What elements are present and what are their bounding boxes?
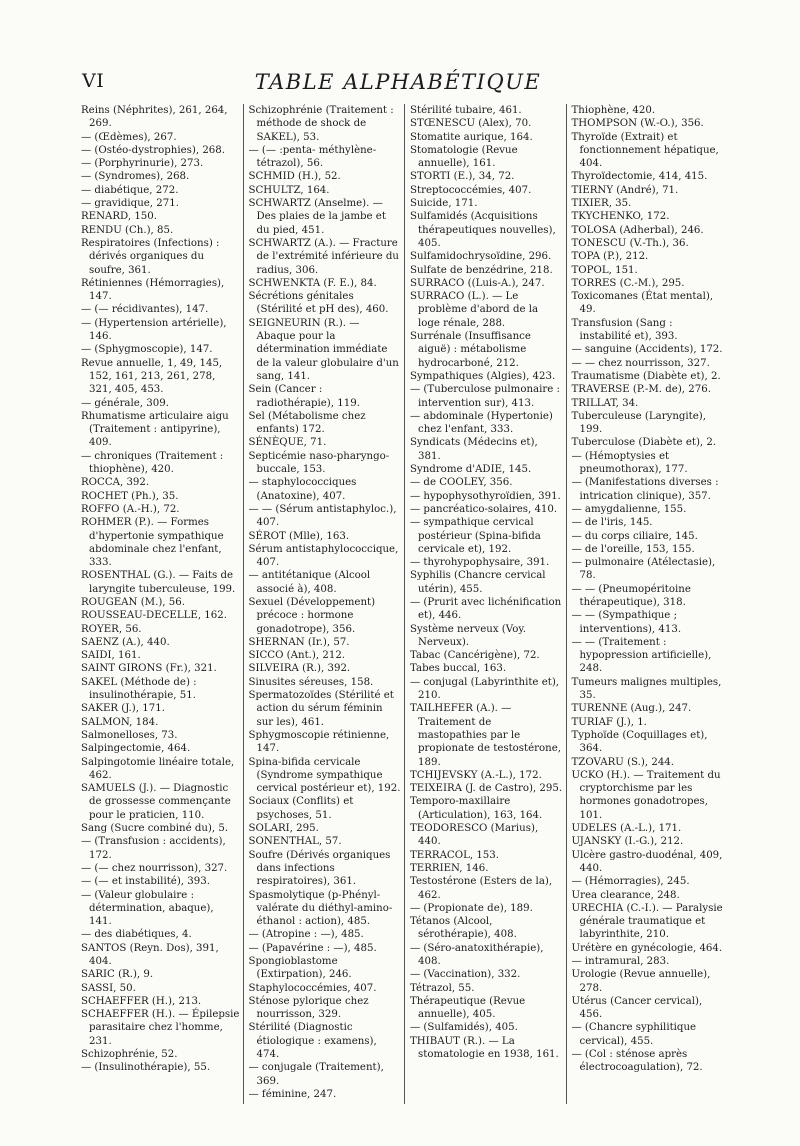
index-entry: Thyroïdectomie, 414, 415.	[571, 171, 708, 183]
index-entry: — (Prurit avec lichénification et), 446.	[410, 596, 562, 622]
index-entry: — (Atropine : —), 485.	[248, 929, 364, 941]
index-entry: Schizophrénie (Traitement : méthode de shock de SAKEL), 53.	[248, 105, 394, 143]
index-entry: Sténose pylorique chez nourrisson, 329.	[248, 995, 369, 1021]
index-entry: — (Œdèmes), 267.	[81, 131, 177, 143]
index-entry: Tuberculose (Diabète et), 2.	[571, 437, 717, 449]
index-entry: TRAVERSE (P.-M. de), 276.	[571, 384, 711, 396]
index-entry: Stérilité tubaire, 461.	[410, 105, 522, 116]
index-entry: TCHIJEVSKY (A.-L.), 172.	[410, 769, 542, 781]
index-entry: — de l'iris, 145.	[571, 517, 653, 529]
index-entry: THIBAUT (R.). — La stomatologie en 1938, 161.	[410, 1035, 559, 1061]
index-entry: TOLOSA (Adherbal), 246.	[571, 224, 704, 236]
index-entry: — pulmonaire (Atélectasie), 78.	[571, 557, 716, 582]
index-entry: TEIXEIRA (J. de Castro), 295.	[410, 783, 563, 795]
index-entry: ROHMER (P.). — Formes d'hypertonie sympathique abdominale chez l'enfant, 333.	[81, 517, 224, 569]
index-entry: — (Papavérine : —), 485.	[248, 942, 377, 954]
index-entry: — — (Sympathique ; interventions), 413.	[571, 610, 682, 635]
index-entry: SCHAEFFER (H.). — Épilepsie parasitaire chez l'homme, 231.	[81, 1009, 240, 1047]
index-column-2	[243, 104, 405, 1104]
index-entry: — sympathique cervical postérieur (Spina-bifida cervicale et), 192.	[410, 517, 541, 555]
index-entry: URECHIA (C.-I.). — Paralysie générale traumatique et labyrinthite, 210.	[571, 902, 723, 941]
index-entry: SCHAEFFER (H.), 213.	[81, 995, 202, 1007]
index-column-1	[81, 104, 243, 1104]
index-entry: Tétanos (Alcool, sérothérapie), 408.	[410, 916, 517, 941]
index-entry: — (— et instabilité), 393.	[81, 876, 210, 888]
index-entry: — (— récidivantes), 147.	[81, 304, 209, 316]
index-entry: Spasmolytique (p-Phényl-valérate du diéthyl-amino-éthanol : action), 485.	[248, 889, 393, 928]
index-columns	[81, 104, 727, 1104]
index-entry: SÉROT (Mlle), 163.	[248, 530, 350, 542]
index-entry: — (Séro-anatoxithérapie), 408.	[410, 942, 544, 967]
index-entry: Urea clearance, 248.	[571, 889, 680, 901]
index-entry: SONENTHAL, 57.	[248, 836, 342, 848]
index-entry: RENARD, 150.	[81, 211, 158, 223]
index-entry: SCHWARTZ (Anselme). — Des plaies de la jambe et du pied, 451.	[248, 198, 386, 236]
index-entry: — chroniques (Traitement : thiophène), 420.	[81, 450, 224, 476]
index-entry: Rétiniennes (Hémorragies), 147.	[81, 277, 225, 303]
index-entry: — (Hypertension artérielle), 146.	[81, 317, 227, 343]
index-entry: UCKO (H.). — Traitement du cryptorchisme par les hormones gonadotropes, 101.	[571, 769, 721, 821]
index-entry: Tumeurs malignes multiples, 35.	[571, 676, 722, 702]
index-entry: THOMPSON (W.-O.), 356.	[571, 118, 704, 130]
index-entry: Système nerveux (Voy. Nerveux).	[410, 623, 526, 648]
index-entry: ROSENTHAL (G.). — Faits de laryngite tuberculeuse, 199.	[81, 570, 236, 595]
index-entry: Syphilis (Chancre cervical utérin), 455.	[410, 570, 546, 595]
index-entry: Syndrome d'ADIE, 145.	[410, 464, 532, 476]
index-entry: Rhumatisme articulaire aigu (Traitement : antipyrine), 409.	[81, 410, 229, 449]
index-entry: — des diabétiques, 4.	[81, 929, 192, 941]
index-entry: — antitétanique (Alcool associé à), 408.	[248, 570, 371, 595]
index-entry: — conjugale (Traitement), 369.	[248, 1062, 384, 1087]
index-entry: Sulfate de benzédrine, 218.	[410, 264, 553, 276]
index-entry: Thyroïde (Extrait) et fonctionnement hépatique, 404.	[571, 131, 719, 170]
index-entry: UDELES (A.-L.), 171.	[571, 823, 682, 835]
index-entry: Tabac (Cancérigène), 72.	[410, 650, 540, 662]
index-entry: — (Syndromes), 268.	[81, 171, 190, 183]
running-title: TABLE ALPHABÉTIQUE	[254, 70, 542, 94]
index-entry: TERRACOL, 153.	[410, 849, 500, 861]
index-entry: SÉNÈQUE, 71.	[248, 437, 327, 449]
index-entry: TIERNY (André), 71.	[571, 184, 679, 196]
index-entry: TONESCU (V.-Th.), 36.	[571, 237, 689, 249]
index-entry: TOPA (P.), 212.	[571, 251, 649, 263]
index-entry: Salmonelloses, 73.	[81, 729, 178, 741]
index-entry: Sulfamidochrysoïdine, 296.	[410, 251, 552, 263]
index-entry: — féminine, 247.	[248, 1088, 337, 1100]
index-entry: Septicémie naso-pharyngo-buccale, 153.	[248, 450, 390, 476]
index-entry: ROFFO (A.-H.), 72.	[81, 503, 180, 515]
index-entry: Urétère en gynécologie, 464.	[571, 942, 723, 954]
index-entry: Stomatologie (Revue annuelle), 161.	[410, 144, 518, 170]
index-entry: SALMON, 184.	[81, 716, 159, 728]
index-entry: — de l'oreille, 153, 155.	[571, 543, 695, 555]
index-column-4	[566, 104, 728, 1104]
index-entry: SASSI, 50.	[81, 982, 136, 994]
index-entry: SAKER (J.), 171.	[81, 703, 165, 715]
index-entry: — (Valeur globulaire : détermination, abaque), 141.	[81, 889, 214, 928]
index-entry: SCHWARTZ (A.). — Fracture de l'extrémité inférieure du radius, 306.	[248, 237, 399, 276]
index-entry: SARIC (R.), 9.	[81, 969, 154, 981]
index-entry: SCHMID (H.), 52.	[248, 171, 341, 183]
index-entry: Thiophène, 420.	[571, 105, 656, 116]
index-entry: STŒNESCU (Alex), 70.	[410, 118, 532, 130]
index-entry: — (Porphyrinurie), 273.	[81, 158, 204, 170]
index-entry: — — (Sérum antistaphyloc.), 407.	[248, 503, 397, 529]
index-entry: TURIAF (J.), 1.	[571, 716, 647, 728]
index-entry: ROCHET (Ph.), 35.	[81, 490, 179, 502]
index-entry: — gravidique, 271.	[81, 198, 179, 210]
index-entry: Sexuel (Développement) précoce : hormone gonadotrope), 356.	[248, 596, 376, 635]
index-entry: — — chez nourrisson, 327.	[571, 357, 710, 369]
index-entry: Sang (Sucre combiné du), 5.	[81, 823, 229, 835]
index-entry: — (Vaccination), 332.	[410, 969, 521, 981]
index-entry: Testostérone (Esters de la), 462.	[410, 876, 553, 901]
index-entry: TAILHEFER (A.). — Traitement de mastopathies par le propionate de testostérone, 189.	[410, 703, 561, 768]
index-entry: Salpingectomie, 464.	[81, 743, 191, 755]
index-entry: SURRACO ((Luis-A.), 247.	[410, 277, 545, 289]
index-entry: SHERNAN (Ir.), 57.	[248, 636, 350, 648]
index-entry: — intramural, 283.	[571, 956, 670, 967]
index-entry: — (— chez nourrisson), 327.	[81, 862, 228, 874]
index-entry: Syndicats (Médecins et), 381.	[410, 437, 538, 462]
index-entry: — (Chancre syphilitique cervical), 455.	[571, 1022, 697, 1047]
index-entry: Respiratoires (Infections) : dérivés organiques du soufre, 361.	[81, 237, 220, 276]
index-entry: — — (Traitement : hypopression artificielle), 248.	[571, 636, 712, 675]
index-entry: Thérapeutique (Revue annuelle), 405.	[410, 995, 526, 1021]
index-entry: Streptococcémies, 407.	[410, 184, 532, 196]
index-entry: — conjugal (Labyrinthite et), 210.	[410, 676, 560, 702]
index-entry: — (Hémoptysies et pneumothorax), 177.	[571, 450, 688, 476]
index-entry: Sérum antistaphylococcique, 407.	[248, 543, 399, 569]
index-entry: Soufre (Dérivés organiques dans infections respiratoires), 361.	[248, 849, 391, 888]
index-entry: Sécrétions génitales (Stérilité et pH des), 460.	[248, 291, 389, 316]
index-entry: SCHWENKTA (F. E.), 84.	[248, 277, 377, 289]
index-entry: ROUSSEAU-DECELLE, 162.	[81, 610, 227, 622]
index-entry: — (Ostéo-dystrophies), 268.	[81, 144, 226, 156]
index-entry: Sociaux (Conflits) et psychoses, 51.	[248, 796, 354, 821]
index-entry: Spongioblastome (Extirpation), 246.	[248, 956, 352, 981]
index-entry: — (Transfusion : accidents), 172.	[81, 836, 226, 861]
index-entry: UJANSKY (I.-G.), 212.	[571, 836, 684, 848]
index-entry: — générale, 309.	[81, 397, 169, 409]
index-entry: TURENNE (Aug.), 247.	[571, 703, 692, 715]
index-entry: — (Sphygmoscopie), 147.	[81, 344, 213, 356]
index-entry: Traumatisme (Diabète et), 2.	[571, 370, 721, 382]
index-entry: Reins (Néphrites), 261, 264, 269.	[81, 105, 228, 130]
index-entry: Temporo-maxillaire (Articulation), 163, 164.	[410, 796, 543, 821]
index-entry: ROUGEAN (M.), 56.	[81, 596, 185, 608]
index-entry: Tuberculeuse (Laryngite), 199.	[571, 410, 707, 436]
index-entry: SOLARI, 295.	[248, 823, 319, 835]
index-entry: SEIGNEURIN (R.). — Abaque pour la détermination immédiate de la valeur globulaire d'un sang, 141.	[248, 317, 399, 382]
index-entry: SILVEIRA (R.), 392.	[248, 663, 351, 675]
index-entry: SAENZ (A.), 440.	[81, 636, 170, 648]
index-entry: Transfusion (Sang : instabilité et), 393.	[571, 317, 678, 343]
index-entry: Sphygmoscopie rétinienne, 147.	[248, 729, 390, 755]
index-entry: — staphylococciques (Anatoxine), 407.	[248, 477, 357, 502]
index-entry: SAINT GIRONS (Fr.), 321.	[81, 663, 217, 675]
page-number: VI	[82, 70, 105, 92]
index-entry: — (Hémorragies), 245.	[571, 876, 690, 888]
index-entry: ROYER, 56.	[81, 623, 142, 635]
index-entry: STORTI (E.), 34, 72.	[410, 171, 515, 183]
index-entry: Sel (Métabolisme chez enfants) 172.	[248, 410, 366, 436]
index-entry: — — (Pneumopéritoine thérapeutique), 318.	[571, 583, 691, 608]
index-entry: — pancréatico-solaires, 410.	[410, 503, 558, 515]
index-entry: ROCCA, 392.	[81, 477, 150, 489]
index-entry: Schizophrénie, 52.	[81, 1049, 178, 1061]
index-entry: Revue annuelle, 1, 49, 145, 152, 161, 213, 261, 278, 321, 405, 453.	[81, 357, 223, 396]
index-entry: — diabétique, 272.	[81, 184, 179, 196]
index-entry: Tabes buccal, 163.	[410, 663, 507, 675]
index-entry: — (Propionate de), 189.	[410, 902, 533, 914]
index-entry: Typhoïde (Coquillages et), 364.	[571, 729, 708, 755]
index-entry: — (Sulfamidés), 405.	[410, 1022, 518, 1034]
index-entry: Sein (Cancer : radiothérapie), 119.	[248, 384, 360, 409]
index-entry: SAKEL (Méthode de) : insulinothérapie, 51.	[81, 676, 197, 702]
index-entry: Utérus (Cancer cervical), 456.	[571, 995, 703, 1021]
index-entry: TEODORESCO (Marius), 440.	[410, 823, 539, 848]
index-entry: TKYCHENKO, 172.	[571, 211, 670, 223]
index-entry: — (Manifestations diverses : intrication clinique), 357.	[571, 477, 719, 502]
index-entry: Tétrazol, 55.	[410, 982, 475, 994]
index-entry: — thyrohypophysaire, 391.	[410, 557, 550, 569]
index-entry: TRILLAT, 34.	[571, 397, 639, 409]
index-entry: Spermatozoïdes (Stérilité et action du sérum féminin sur les), 461.	[248, 690, 394, 728]
index-entry: SAMUELS (J.). — Diagnostic de grossesse commençante pour le praticien, 110.	[81, 783, 231, 821]
index-entry: — du corps ciliaire, 145.	[571, 530, 698, 542]
index-entry: TERRIEN, 146.	[410, 862, 489, 874]
index-entry: Sympathiques (Algies), 423.	[410, 370, 556, 382]
index-column-3	[404, 104, 566, 1104]
index-entry: Surrénale (Insuffisance aiguë) : métabolisme hydrocarboné, 212.	[410, 331, 531, 369]
index-entry: SICCO (Ant.), 212.	[248, 650, 346, 662]
index-entry: Toxicomanes (État mental), 49.	[571, 291, 714, 316]
index-entry: Sinusites séreuses, 158.	[248, 676, 374, 688]
index-entry: RENDU (Ch.), 85.	[81, 224, 174, 236]
index-entry: SCHULTZ, 164.	[248, 184, 330, 196]
index-entry: — hypophysothyroïdien, 391.	[410, 490, 561, 502]
index-entry: — sanguine (Accidents), 172.	[571, 344, 723, 356]
index-entry: Salpingotomie linéaire totale, 462.	[81, 756, 235, 781]
index-entry: — (— :penta- méthylène-tétrazol), 56.	[248, 144, 377, 170]
index-entry: Sulfamidés (Acquisitions thérapeutiques nouvelles), 405.	[410, 211, 556, 249]
index-entry: Urologie (Revue annuelle), 278.	[571, 969, 711, 994]
index-entry: — amygdalienne, 155.	[571, 503, 687, 515]
index-entry: TIXIER, 35.	[571, 198, 632, 210]
page-header	[82, 70, 714, 100]
index-entry: SANTOS (Reyn. Dos), 391, 404.	[81, 942, 219, 967]
index-entry: — de COOLEY, 356.	[410, 477, 513, 489]
index-entry: Spina-bifida cervicale (Syndrome sympathique cervical postérieur et), 192.	[248, 756, 401, 795]
index-entry: TORRES (C.-M.), 295.	[571, 277, 685, 289]
index-entry: — (Insulinothérapie), 55.	[81, 1062, 211, 1074]
index-entry: SURRACO (L.). — Le problème d'abord de la loge rénale, 288.	[410, 291, 539, 329]
index-entry: Stérilité (Diagnostic étiologique : examens), 474.	[248, 1022, 377, 1061]
index-entry: TZOVARU (S.), 244.	[571, 756, 675, 768]
index-entry: TOPOL, 151.	[571, 264, 638, 276]
index-entry: — (Tuberculose pulmonaire : intervention sur), 413.	[410, 384, 560, 409]
index-entry: SAIDI, 161.	[81, 650, 141, 662]
index-entry: — (Col : sténose après électrocoagulation), 72.	[571, 1049, 703, 1074]
index-entry: Ulcère gastro-duodénal, 409, 440.	[571, 849, 723, 874]
index-entry: Suicide, 171.	[410, 198, 478, 210]
index-entry: — abdominale (Hypertonie) chez l'enfant, 333.	[410, 410, 553, 436]
index-entry: Stomatite aurique, 164.	[410, 131, 533, 143]
index-entry: Staphylococcémies, 407.	[248, 982, 377, 994]
